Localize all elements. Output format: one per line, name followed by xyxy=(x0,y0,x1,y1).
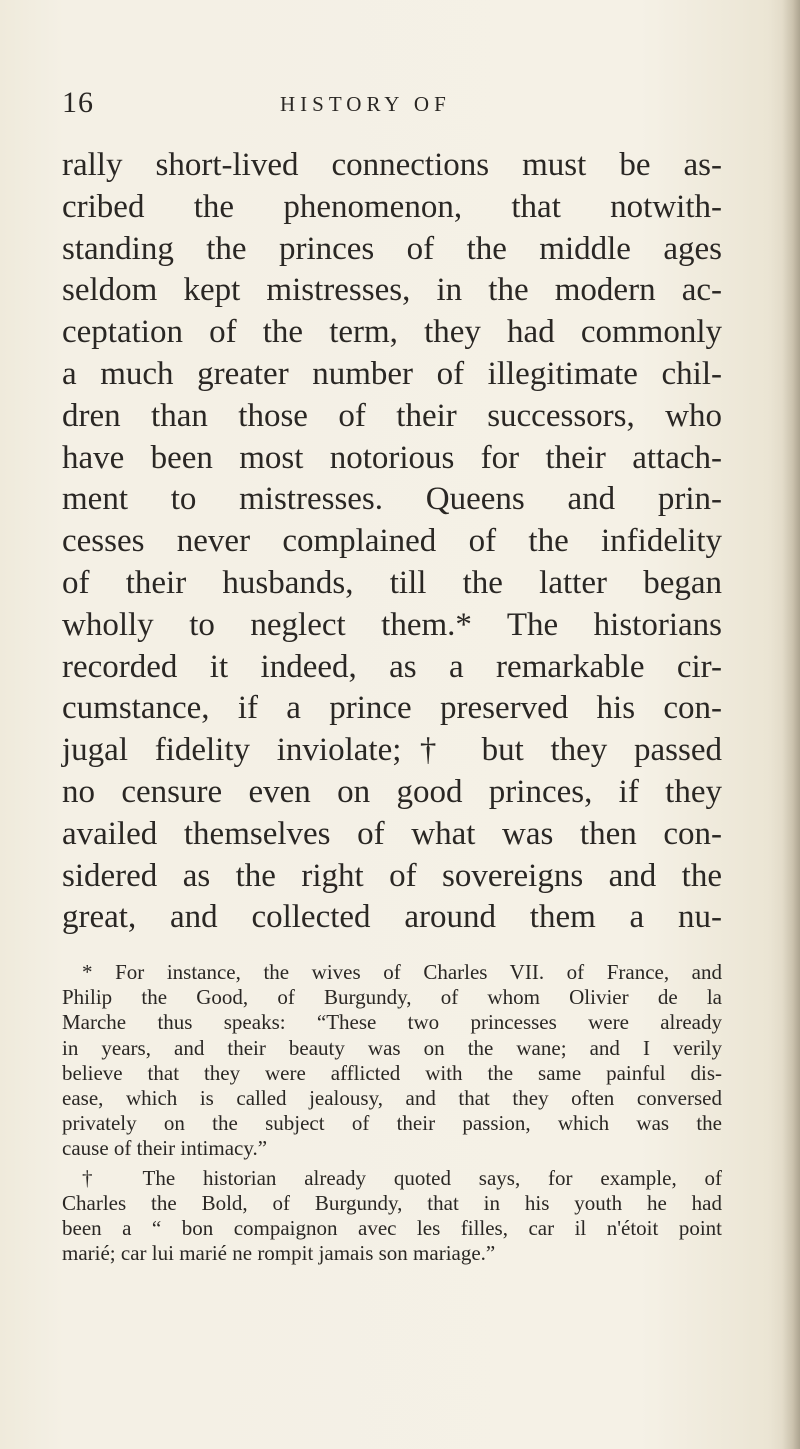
text-line: sidered as the right of sovereigns and the xyxy=(62,857,722,894)
footnote-line: Philip the Good, of Burgundy, of whom Olivier de la xyxy=(62,985,722,1010)
text-line: great, and collected around them a nu- xyxy=(62,899,722,936)
footnote-line: believe that they were afflicted with the same painful dis- xyxy=(62,1060,722,1085)
text-line: jugal fidelity inviolate;† but they passed xyxy=(62,732,722,769)
footnote-line: † The historian already quoted says, for example, of xyxy=(82,1165,722,1190)
footnote-line: cause of their intimacy.” xyxy=(62,1136,268,1161)
text-line: no censure even on good princes, if they xyxy=(62,773,722,810)
text-line: cumstance, if a prince preserved his con- xyxy=(62,690,722,727)
page-header xyxy=(62,86,702,126)
text-line: ment to mistresses. Queens and prin- xyxy=(62,481,722,518)
footnote-line: ease, which is called jealousy, and that they often conversed xyxy=(62,1086,722,1111)
text-line: ceptation of the term, they had commonly xyxy=(62,314,722,351)
footnote-asterisk xyxy=(62,960,722,1162)
footnotes xyxy=(62,960,722,1270)
page-edge-shadow xyxy=(782,0,800,1449)
footnote-line: privately on the subject of their passion, which was the xyxy=(62,1111,722,1136)
text-line: standing the princes of the middle ages xyxy=(62,230,722,267)
footnote-line: Marche thus speaks: “These two princesses were already xyxy=(62,1010,722,1035)
text-line: dren than those of their successors, who xyxy=(62,397,722,434)
page-number: 16 xyxy=(62,86,94,119)
footnote-dagger xyxy=(62,1166,722,1267)
text-line: rally short-lived connections must be as- xyxy=(62,147,722,183)
text-line: cesses never complained of the infidelity xyxy=(62,523,722,560)
text-line: seldom kept mistresses, in the modern ac- xyxy=(62,272,722,309)
footnote-line: been a “ bon compaignon avec les filles, car il n'étoit point xyxy=(62,1216,722,1241)
text-line: availed themselves of what was then con- xyxy=(62,815,722,852)
text-line: have been most notorious for their attach- xyxy=(62,439,722,476)
footnote-line: * For instance, the wives of Charles VII. of France, and xyxy=(82,960,722,984)
running-head: HISTORY OF xyxy=(280,92,451,116)
main-text xyxy=(62,145,722,939)
footnote-line: Charles the Bold, of Burgundy, that in his youth he had xyxy=(62,1190,722,1215)
footnote-line: marié; car lui marié ne rompit jamais son mariage.” xyxy=(62,1241,496,1266)
text-line: cribed the phenomenon, that notwith- xyxy=(62,188,722,225)
text-line: recorded it indeed, as a remarkable cir- xyxy=(62,648,722,685)
text-line: wholly to neglect them.* The historians xyxy=(62,606,722,643)
text-line: of their husbands, till the latter began xyxy=(62,564,722,601)
footnote-line: in years, and their beauty was on the wane; and I verily xyxy=(62,1035,722,1060)
text-line: a much greater number of illegitimate chil- xyxy=(62,355,722,392)
